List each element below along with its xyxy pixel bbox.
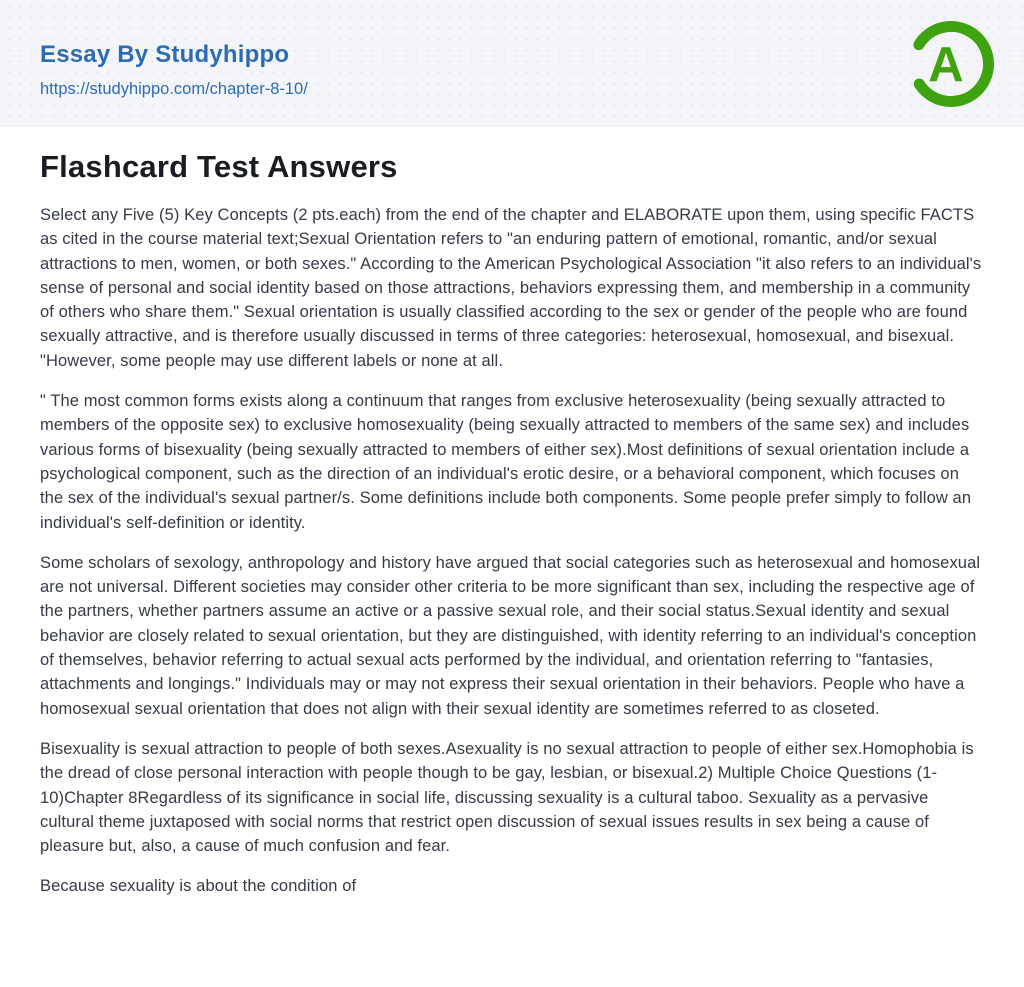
site-title: Essay By Studyhippo — [40, 41, 290, 68]
essay-paragraph: Bisexuality is sexual attraction to people of both sexes.Asexuality is no sexual attraction to people of either sex.Homophobia is the dread of close personal interaction with people though to be gay, lesbian, or bisexual.2) Multiple Choice Questions (1-10)Chapter 8Regardless of its significance in social life, discussing sexuality is a cultural taboo. Sexuality as a pervasive cultural theme juxtaposed with social norms that restrict open discussion of sexual issues results in sex being a cause of pleasure but, also, a cause of much confusion and fear. — [40, 739, 974, 856]
essay-paragraph: Because sexuality is about the condition of — [40, 877, 357, 896]
source-url-link[interactable]: https://studyhippo.com/chapter-8-10/ — [40, 80, 308, 98]
essay-paragraph: " The most common forms exists along a continuum that ranges from exclusive heterosexuality (being sexually attracted to members of the opposite sex) to exclusive homosexuality (being sexually attracted to members of the same sex) and includes various forms of bisexuality (being sexually attracted to members of either sex).Most definitions of sexual orientation include a psychological component, such as the direction of an individual's erotic desire, or a behavioral component, which focuses on the sex of the individual's sexual partner/s. Some definitions include both components. Some people prefer simply to follow an individual's self-definition or identity. — [40, 392, 972, 532]
site-header — [0, 0, 1024, 127]
article-content — [0, 127, 1024, 899]
site-header-text-block — [0, 0, 1024, 99]
essay-paragraph: Select any Five (5) Key Concepts (2 pts.each) from the end of the chapter and ELABORATE upon them, using specific FACTS as cited in the course material text;Sexual Orientation refers to "an enduring pattern of emotional, romantic, and/or sexual attractions to men, women, or both sexes." According to the American Psychological Association "it also refers to an individual's sense of personal and social identity based on those attractions, behaviors expressing them, and membership in a community of others who share them." Sexual orientation is usually classified according to the sex or gender of the people who are found sexually attractive, and is therefore usually discussed in terms of three categories: heterosexual, homosexual, and bisexual. "However, some people may use different labels or none at all. — [40, 206, 982, 370]
page-title: Flashcard Test Answers — [40, 149, 398, 184]
svg-text:A: A — [928, 38, 964, 92]
essay-paragraph: Some scholars of sexology, anthropology and history have argued that social categories such as heterosexual and homosexual are not universal. Different societies may consider other criteria to be more significant than sex, including the respective age of the partners, whether partners assume an active or a passive sexual role, and their social status.Sexual identity and sexual behavior are closely related to sexual orientation, but they are distinguished, with identity referring to an individual's conception of themselves, behavior referring to actual sexual acts performed by the individual, and orientation referring to "fantasies, attachments and longings." Individuals may or may not express their sexual orientation in their behaviors. People who have a homosexual sexual orientation that does not align with their sexual identity are sometimes referred to as closeted. — [40, 553, 981, 718]
studyhippo-logo-icon — [908, 21, 994, 107]
essay-body — [40, 203, 986, 899]
studyhippo-logo[interactable] — [908, 21, 994, 107]
